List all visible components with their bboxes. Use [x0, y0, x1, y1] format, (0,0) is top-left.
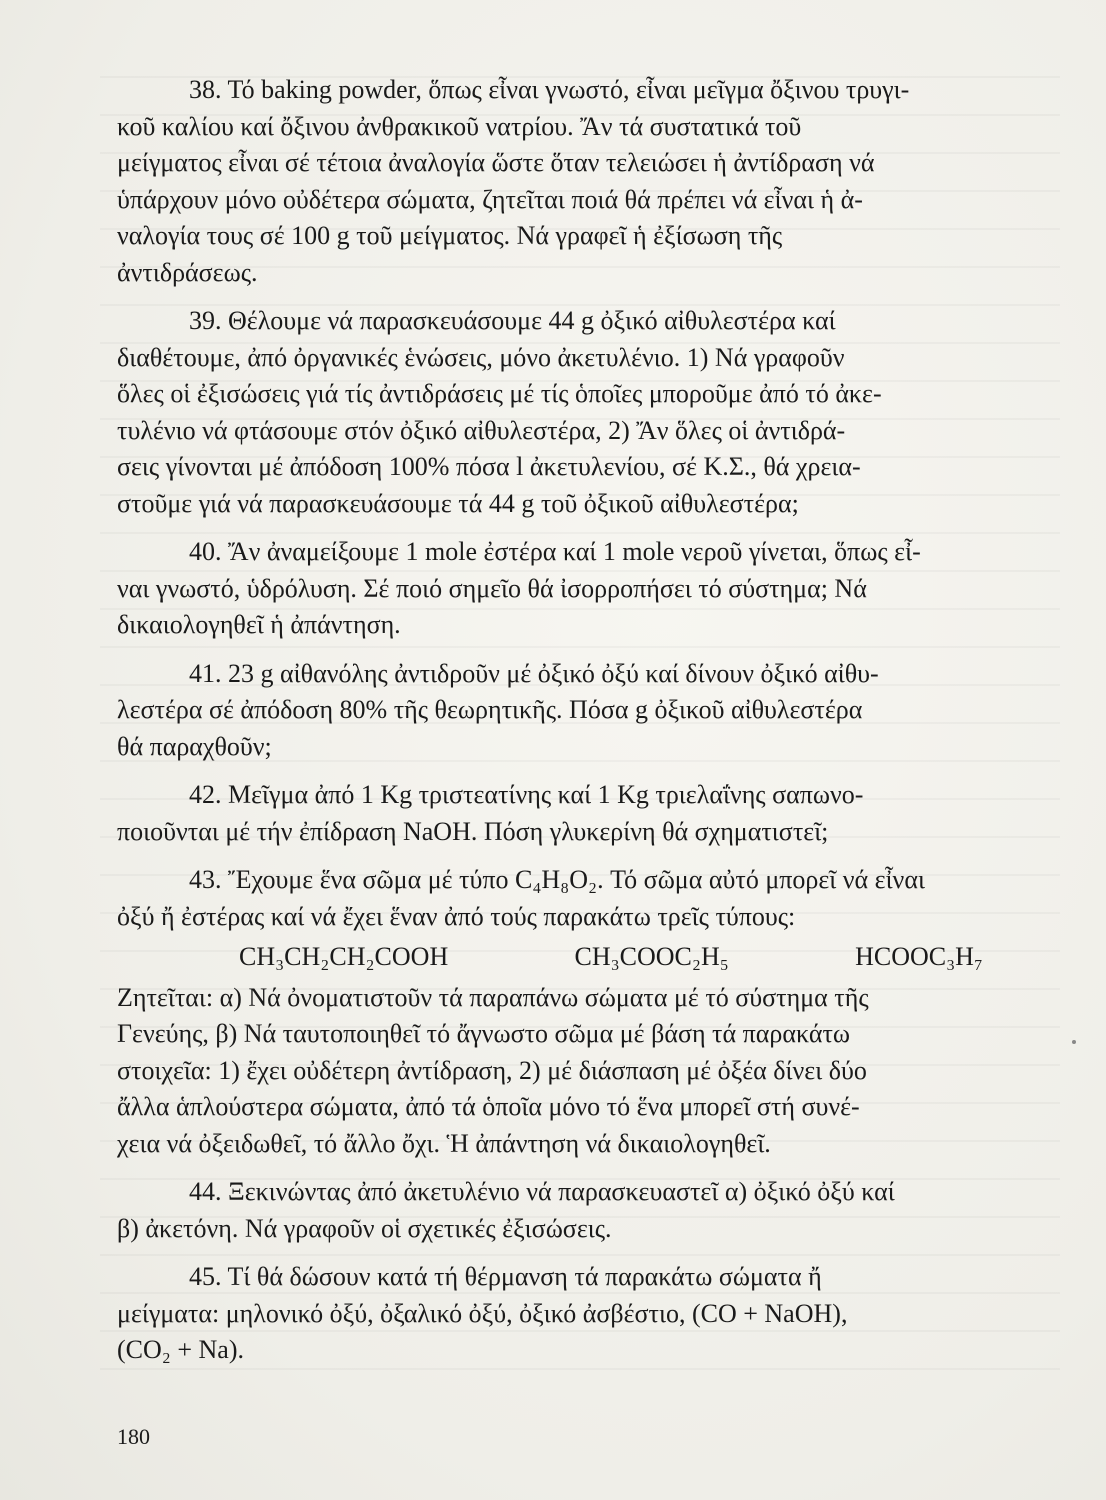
problem-text-line: Ξεκινώντας ἀπό ἀκετυλένιο νά παρασκευαστεῖ α) ὀξικό ὀξύ καί [228, 1177, 895, 1206]
problem-text-line: ὅλες οἱ ἐξισώσεις γιά τίς ἀντιδράσεις μέ τίς ὁποῖες μποροῦμε ἀπό τό ἀκε- [117, 379, 882, 408]
problem-42 [117, 777, 1003, 850]
problem-text-line: στοῦμε γιά νά παρασκευάσουμε τά 44 g τοῦ ὀξικοῦ αἰθυλεστέρα; [117, 488, 799, 518]
problem-text-line: μείγματα: μηλονικό ὀξύ, ὀξαλικό ὀξύ, ὀξικό ἀσβέστιο, (CO + NaOH), [117, 1298, 848, 1328]
problem-text-line: ναλογία τους σέ 100 g τοῦ μείγματος. Νά γραφεῖ ἡ ἐξίσωση τῆς [117, 221, 783, 250]
problem-text-line: δικαιολογηθεῖ ἡ ἀπάντηση. [117, 610, 401, 639]
problem-text-line: ὀξύ ἤ ἐστέρας καί νά ἔχει ἕναν ἀπό τούς παρακάτω τρεῖς τύπους: [117, 901, 796, 931]
problem-number: 43. [189, 865, 222, 894]
page-number: 180 [117, 1424, 150, 1449]
problem-text-line: β) ἀκετόνη. Νά γραφοῦν οἱ σχετικές ἐξισώσεις. [117, 1213, 612, 1243]
problem-number: 39. [189, 306, 222, 335]
problem-text-line: Γενεύης, β) Νά ταυτοποιηθεῖ τό ἄγνωστο σῶμα μέ βάση τά παρακάτω [117, 1019, 851, 1048]
problem-text-line: Ἄν ἀναμείξουμε 1 mole ἐστέρα καί 1 mole νεροῦ γίνεται, ὅπως εἶ- [228, 537, 921, 566]
problem-text-line: διαθέτουμε, ἀπό ὀργανικές ἑνώσεις, μόνο ἀκετυλένιο. 1) Νά γραφοῦν [117, 342, 845, 372]
problem-text-line: Θέλουμε νά παρασκευάσουμε 44 g ὀξικό αἰθυλεστέρα καί [228, 306, 836, 335]
problem-text-line: Ζητεῖται: α) Νά ὀνοματιστοῦν τά παραπάνω σώματα μέ τό σύστημα τῆς [117, 982, 869, 1012]
problem-text-line: στοιχεῖα: 1) ἔχει οὐδέτερη ἀντίδραση, 2) μέ διάσπαση μέ ὀξέα δίνει δύο [117, 1055, 867, 1085]
problem-number: 38. [189, 75, 222, 104]
problem-text-line: ναι γνωστό, ὑδρόλυση. Σέ ποιό σημεῖο θά ἰσορροπήσει τό σύστημα; Νά [117, 573, 867, 603]
problem-text-line: (CO₂ + Na). [117, 1335, 244, 1364]
problem-text-line: χεια νά ὀξειδωθεῖ, τό ἄλλο ὄχι. Ἡ ἀπάντηση νά δικαιολογηθεῖ. [117, 1128, 771, 1158]
problem-38 [117, 72, 1003, 291]
problem-text-line: ἀντιδράσεως. [117, 257, 258, 287]
problem-number: 44. [189, 1177, 222, 1206]
problem-text-line: Ἔχουμε ἕνα σῶμα μέ τύπο C₄H₈O₂. Τό σῶμα αὐτό μπορεῖ νά εἶναι [228, 865, 925, 894]
problem-text-line: θά παραχθοῦν; [117, 731, 272, 761]
problem-text-line: 23 g αἰθανόλης ἀντιδροῦν μέ ὀξικό ὀξύ καί δίνουν ὀξικό αἰθυ- [228, 658, 879, 688]
problem-39 [117, 303, 1003, 522]
problem-43 [117, 862, 1003, 1162]
problem-40 [117, 534, 1003, 644]
problem-text-line: ποιοῦνται μέ τήν ἐπίδραση NaOH. Πόση γλυκερίνη θά σχηματιστεῖ; [117, 816, 829, 846]
problem-number: 40. [189, 537, 222, 566]
problem-text-line: Μεῖγμα ἀπό 1 Kg τριστεατίνης καί 1 Kg τριελαΐνης σαπωνο- [228, 780, 864, 809]
problem-41 [117, 656, 1003, 766]
problem-45 [117, 1259, 1003, 1369]
chemical-formula: CH₃CH₂CH₂COOH [239, 942, 449, 971]
chemical-formula: CH₃COOC₂H₅ [574, 942, 729, 971]
chemical-formula: HCOOC₃H₇ [855, 942, 983, 971]
problem-text-line: μείγματος εἶναι σέ τέτοια ἀναλογία ὥστε ὅταν τελειώσει ἡ ἀντίδραση νά [117, 148, 875, 177]
speck [1072, 1040, 1076, 1044]
problem-text-line: λεστέρα σέ ἀπόδοση 80% τῆς θεωρητικῆς. Πόσα g ὀξικοῦ αἰθυλεστέρα [117, 695, 863, 724]
problem-text-line: τυλένιο νά φτάσουμε στόν ὀξικό αἰθυλεστέρα, 2) Ἄν ὅλες οἱ ἀντιδρά- [117, 415, 846, 445]
problem-text-line: ἄλλα ἁπλούστερα σώματα, ἀπό τά ὁποῖα μόνο τό ἕνα μπορεῖ στή συνέ- [117, 1092, 860, 1121]
problem-text-line: σεις γίνονται μέ ἀπόδοση 100% πόσα l ἀκετυλενίου, σέ Κ.Σ., θά χρεια- [117, 452, 861, 481]
problem-text-line: Τί θά δώσουν κατά τή θέρμανση τά παρακάτω σώματα ἤ [227, 1262, 822, 1291]
problem-number: 41. [189, 658, 222, 688]
problem-44 [117, 1174, 1003, 1247]
problem-text-line: κοῦ καλίου καί ὄξινου ἀνθρακικοῦ νατρίου. Ἄν τά συστατικά τοῦ [117, 111, 802, 141]
problem-number: 42. [189, 780, 222, 809]
exercise-list [117, 72, 1003, 1369]
formula-row [117, 939, 1003, 976]
problem-number: 45. [189, 1262, 222, 1291]
problem-text-line: Τό baking powder, ὅπως εἶναι γνωστό, εἶναι μεῖγμα ὄξινου τρυγι- [227, 75, 910, 104]
problem-text-line: ὑπάρχουν μόνο οὐδέτερα σώματα, ζητεῖται ποιά θά πρέπει νά εἶναι ἡ ἀ- [117, 184, 863, 214]
